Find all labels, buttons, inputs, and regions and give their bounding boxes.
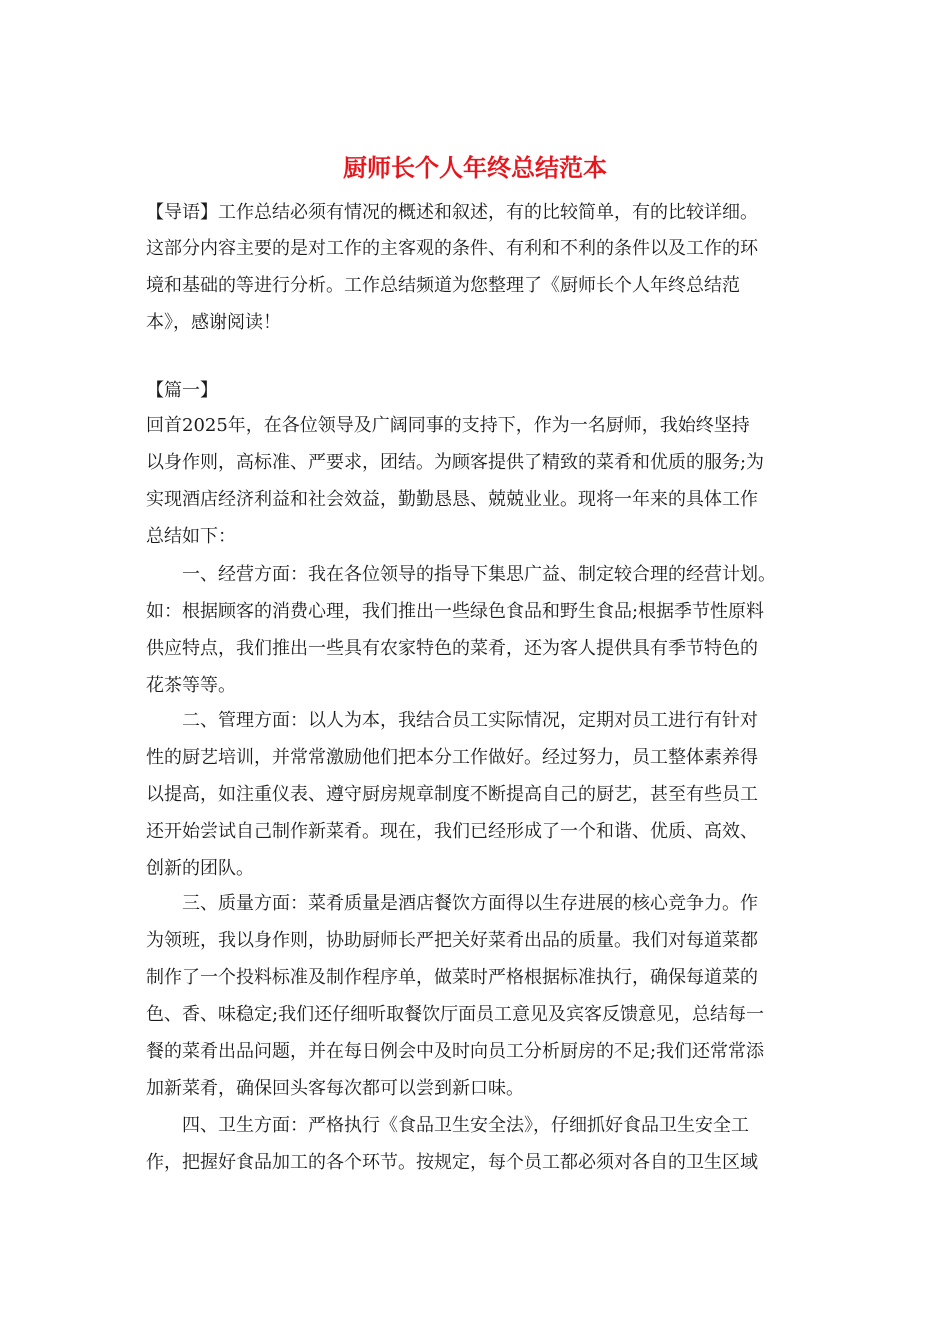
text-line: 为领班，我以身作则，协助厨师长严把关好菜肴出品的质量。我们对每道菜都	[146, 930, 758, 951]
text-line: 创新的团队。	[146, 858, 254, 879]
text-line: 如：根据顾客的消费心理，我们推出一些绿色食品和野生食品;根据季节性原料	[146, 601, 765, 622]
text-line: 供应特点，我们推出一些具有农家特色的菜肴，还为客人提供具有季节特色的	[146, 638, 758, 659]
text-line: 一、经营方面：我在各位领导的指导下集思广益、制定较合理的经营计划。	[146, 564, 776, 585]
text-line: 这部分内容主要的是对工作的主客观的条件、有利和不利的条件以及工作的环	[146, 238, 758, 259]
text-line: 【导语】工作总结必须有情况的概述和叙述，有的比较简单，有的比较详细。	[146, 202, 758, 223]
text-line: 总结如下：	[146, 526, 236, 547]
text-line: 境和基础的等进行分析。工作总结频道为您整理了《厨师长个人年终总结范	[146, 275, 740, 296]
text-line: 以提高，如注重仪表、遵守厨房规章制度不断提高自己的厨艺，甚至有些员工	[146, 784, 758, 805]
text-line: 以身作则，高标准、严要求，团结。为顾客提供了精致的菜肴和优质的服务;为	[146, 452, 765, 473]
text-line: 花茶等等。	[146, 675, 236, 696]
text-line: 作，把握好食品加工的各个环节。按规定，每个员工都必须对各自的卫生区域	[146, 1152, 758, 1173]
text-line: 餐的菜肴出品问题，并在每日例会中及时向员工分析厨房的不足;我们还常常添	[146, 1041, 765, 1062]
text-line: 性的厨艺培训，并常常激励他们把本分工作做好。经过努力，员工整体素养得	[146, 747, 758, 768]
text-line: 四、卫生方面：严格执行《食品卫生安全法》，仔细抓好食品卫生安全工	[146, 1115, 749, 1136]
text-line: 本》，感谢阅读！	[146, 312, 281, 333]
document-title: 厨师长个人年终总结范本	[343, 153, 607, 182]
section-heading: 【篇一】	[146, 380, 218, 401]
text-line: 三、质量方面：菜肴质量是酒店餐饮方面得以生存进展的核心竞争力。作	[146, 893, 758, 914]
text-line: 加新菜肴，确保回头客每次都可以尝到新口味。	[146, 1078, 524, 1099]
text-line: 二、管理方面：以人为本，我结合员工实际情况，定期对员工进行有针对	[146, 710, 758, 731]
text-line: 制作了一个投料标准及制作程序单，做菜时严格根据标准执行，确保每道菜的	[146, 967, 758, 988]
text-line: 色、香、味稳定;我们还仔细听取餐饮厅面员工意见及宾客反馈意见，总结每一	[146, 1004, 765, 1025]
text-line: 实现酒店经济利益和社会效益，勤勤恳恳、兢兢业业。现将一年来的具体工作	[146, 489, 758, 510]
text-line: 还开始尝试自己制作新菜肴。现在，我们已经形成了一个和谐、优质、高效、	[146, 821, 758, 842]
text-line: 回首2025年，在各位领导及广阔同事的支持下，作为一名厨师，我始终坚持	[146, 415, 750, 436]
